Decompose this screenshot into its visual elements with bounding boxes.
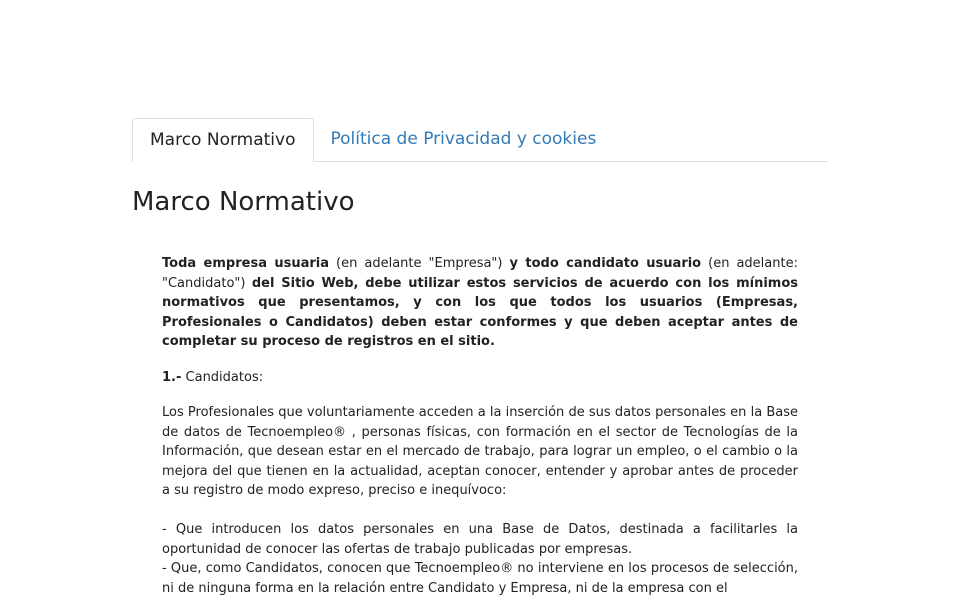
intro-text-2: (en adelante: "Candidato") <box>162 256 798 291</box>
bullet-item: - Que, como Candidatos, conocen que Tecnoempleo® no interviene en los procesos de selección, ni de ninguna forma en la relación entre Candidato y Empresa, ni de la empresa con el <box>162 561 798 596</box>
section-paragraph: Los Profesionales que voluntariamente acceden a la inserción de sus datos personales en la Base de datos de Tecnoempleo® , personas físicas, con formación en el sector de Tecnologías de la Información, que desean estar en el mercado de trabajo, para lograr un empleo, o el cambio o la mejora del que tienen en la actualidad, aceptan conocer, entender y aprobar antes de proceder a su registro de modo expreso, preciso e inequívoco: <box>162 405 798 498</box>
content-body <box>162 254 798 598</box>
section-title: Candidatos: <box>181 369 264 385</box>
intro-bold-1: Toda empresa usuaria <box>162 256 330 271</box>
intro-text-1: (en adelante "Empresa") <box>329 256 510 271</box>
section-heading <box>162 368 798 388</box>
tab-politica-privacidad[interactable]: Política de Privacidad y cookies <box>330 129 597 149</box>
main-container <box>132 118 828 596</box>
intro-bold-2: y todo candidato usuario <box>509 256 702 271</box>
intro-paragraph <box>162 254 798 352</box>
intro-bold-3: del Sitio Web, debe utilizar estos servicios de acuerdo con los mínimos normativos que presentamos, y con los que todos los usuarios (Empresas, Profesionales o Candidatos) deben estar conformes y que deben aceptar antes de completar su proceso de registros en el sitio. <box>162 275 798 349</box>
page-title: Marco Normativo <box>132 187 355 217</box>
section-number: 1.- <box>162 369 182 385</box>
tab-bar <box>132 118 828 162</box>
bullet-item: - Que introducen los datos personales en una Base de Datos, destinada a facilitarles la oportunidad de conocer las ofertas de trabajo publicadas por empresas. <box>162 522 798 557</box>
tab-marco-normativo[interactable]: Marco Normativo <box>132 118 314 162</box>
